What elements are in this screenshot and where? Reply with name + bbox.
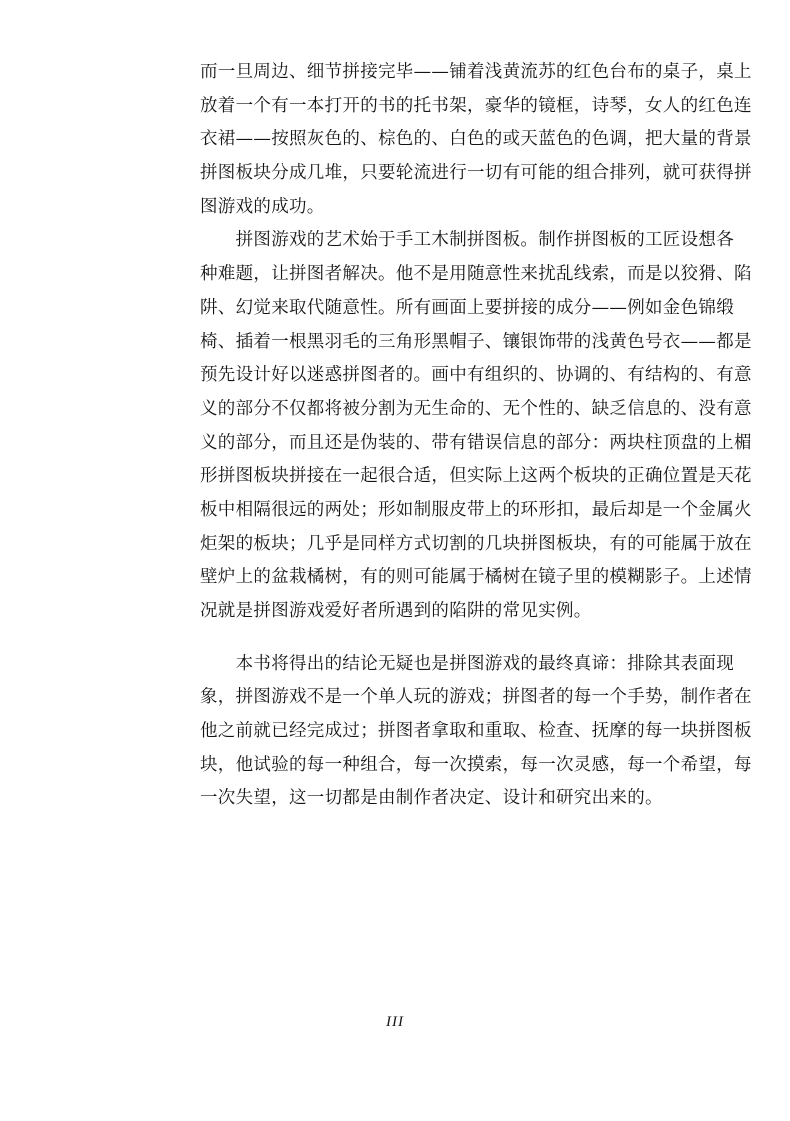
text-line: 形拼图板块拼接在一起很合适，但实际上这两个板块的正确位置是天花 bbox=[200, 466, 752, 487]
text-line: 拼图板块分成几堆，只要轮流进行一切有可能的组合排列，就可获得拼 bbox=[200, 163, 752, 184]
text-line: 而一旦周边、细节拼接完毕——铺着浅黄流苏的红色台布的桌子，桌上 bbox=[200, 62, 752, 82]
text-line: 图游戏的成功。 bbox=[200, 196, 325, 217]
text-line: 壁炉上的盆栽橘树，有的则可能属于橘树在镜子里的模糊影子。上述情 bbox=[200, 567, 752, 588]
text-line: 块，他试验的每一种组合，每一次摸索，每一次灵感，每一个希望，每 bbox=[200, 754, 752, 775]
text-line: 预先设计好以迷惑拼图者的。画中有组织的、协调的、有结构的、有意 bbox=[200, 365, 752, 386]
text-line: 板中相隔很远的两处；形如制服皮带上的环形扣，最后却是一个金属火 bbox=[200, 499, 752, 520]
text-line: 炬架的板块；几乎是同样方式切割的几块拼图板块，有的可能属于放在 bbox=[200, 533, 752, 554]
text-line: 象，拼图游戏不是一个单人玩的游戏；拼图者的每一个手势，制作者在 bbox=[200, 687, 752, 708]
text-line: 本书将得出的结论无疑也是拼图游戏的最终真谛：排除其表面现 bbox=[200, 653, 734, 674]
text-line: 义的部分，而且还是伪装的、带有错误信息的部分：两块柱顶盘的上楣 bbox=[200, 432, 752, 453]
page-number: III bbox=[386, 1014, 404, 1030]
paragraph-1 bbox=[200, 56, 752, 224]
text-line: 种难题，让拼图者解决。他不是用随意性来扰乱线索，而是以狡猾、陷 bbox=[200, 264, 752, 285]
text-line: 义的部分不仅都将被分割为无生命的、无个性的、缺乏信息的、没有意 bbox=[200, 398, 752, 419]
text-line: 阱、幻觉来取代随意性。所有画面上要拼接的成分——例如金色锦缎 bbox=[200, 297, 734, 318]
paragraph-2 bbox=[200, 224, 752, 628]
body-text bbox=[200, 56, 752, 816]
text-line: 他之前就已经完成过；拼图者拿取和重取、检查、抚摩的每一块拼图板 bbox=[200, 721, 752, 742]
text-line: 拼图游戏的艺术始于手工木制拼图板。制作拼图板的工匠设想各 bbox=[200, 230, 734, 251]
text-line: 况就是拼图游戏爱好者所遇到的陷阱的常见实例。 bbox=[200, 601, 592, 621]
text-line: 椅、插着一根黑羽毛的三角形黑帽子、镶银饰带的浅黄色号衣——都是 bbox=[200, 331, 752, 352]
paragraph-spacer bbox=[200, 629, 740, 648]
text-line: 衣裙——按照灰色的、棕色的、白色的或天蓝色的色调，把大量的背景 bbox=[200, 129, 752, 150]
paragraph-3 bbox=[200, 648, 752, 816]
text-line: 放着一个有一本打开的书的托书架，豪华的镜框，诗琴，女人的红色连 bbox=[200, 95, 752, 116]
text-line: 一次失望，这一切都是由制作者决定、设计和研究出来的。 bbox=[200, 788, 663, 809]
